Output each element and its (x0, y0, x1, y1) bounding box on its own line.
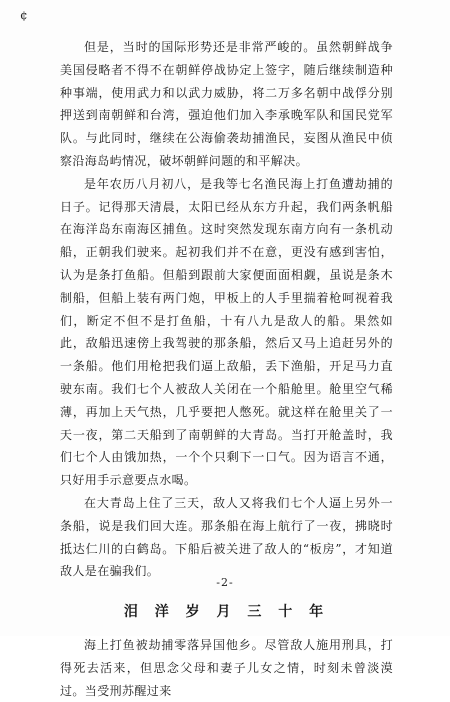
section-title: 泪 洋 岁 月 三 十 年 (123, 604, 330, 621)
corner-mark: ¢ (20, 8, 28, 22)
paragraph-3: 在大青岛上住了三天，敌人又将我们七个人逼上另外一条船，说是我们回大连。那条船在海上航行了一夜，拂晓时抵达仁川的白鹤岛。下船后被关进了敌人的“板房”，才知道敌人是在骗我们。 (60, 495, 393, 579)
document-body (60, 36, 393, 702)
paragraph-4: 海上打鱼被劫捕零落异国他乡。尽管敌人施用刑具，打得死去活来，但思念父母和妻子儿女之情，时刻未曾淡漠过。当受刑苏醒过来 (60, 637, 393, 698)
paragraph-1: 但是，当时的国际形势还是非常严峻的。虽然朝鲜战争美国侵略者不得不在朝鲜停战协定上签字，随后继续制造种种事端，使用武力和以武力威胁，将二万多名朝中战俘分别押送到南朝鲜和台湾，强迫他们加入李承晚军队和国民党军队。与此同时，继续在公海偷袭劫捕渔民，妄图从渔民中侦察沿海岛屿情况，破坏朝鲜问题的和平解决。 (60, 40, 393, 168)
page-number: -2- (216, 576, 234, 589)
paragraph-2: 是年农历八月初八，是我等七名渔民海上打鱼遭劫捕的日子。记得那天清晨，太阳已经从东方升起，我们两条帆船在海洋岛东南海区捕鱼。这时突然发现东南方向有一条机动船，正朝我们驶来。起初我们并不在意，更没有感到害怕，认为是条打鱼船。但船到跟前大家便面面相觑，虽说是条木制船，但船上装有两门炮，甲板上的人手里揣着枪呵视着我们，断定不但不是打鱼船，十有八九是敌人的船。果然如此，敌船迅速傍上我驾驶的那条船，然后又马上追赶另外的一条船。他们用枪把我们逼上敌船，丢下渔船，开足马力直驶东南。我们七个人被敌人关闭在一个船舱里。舱里空气稀薄，再加上天气热，几乎要把人憋死。就这样在舱里关了一天一夜，第二天船到了南朝鲜的大青岛。当打开舱盖时，我们七个人由饿加热，一个个只剩下一口气。因为语言不通，只好用手示意要点水喝。 (60, 176, 393, 488)
